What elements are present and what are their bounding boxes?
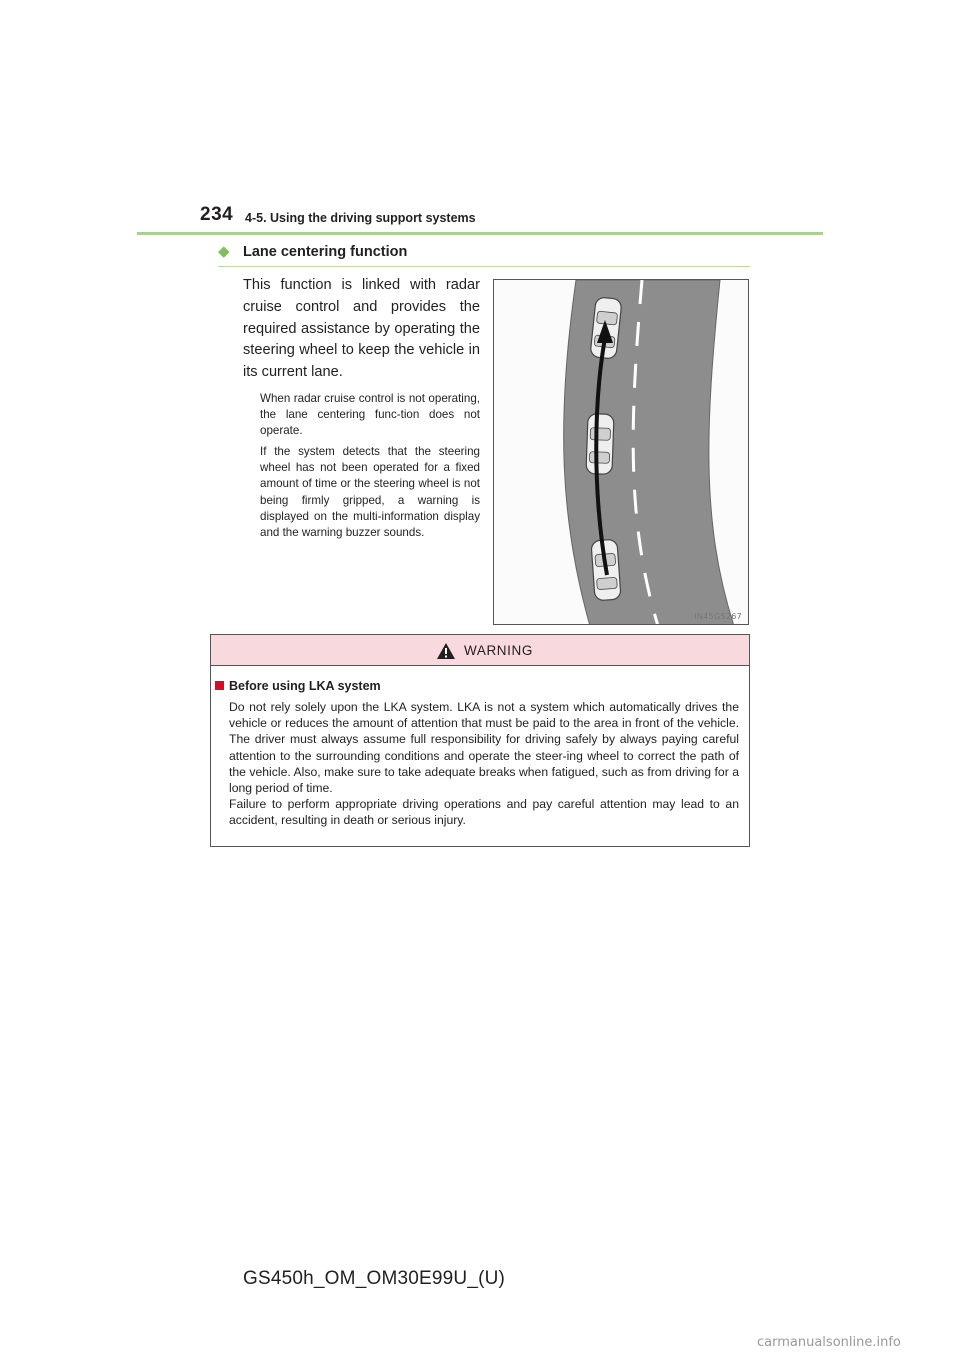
warning-body (229, 699, 739, 829)
warning-header (211, 635, 749, 666)
lane-centering-illustration (493, 279, 749, 625)
warning-triangle-icon (436, 642, 456, 665)
road-diagram (494, 280, 749, 625)
warning-paragraph: Do not rely solely upon the LKA system. LKA is not a system which automatically drives the vehicle or reduces the amount of attention that must be paid to the area in front of the vehicle. The driver must always assume full responsibility for driving safely by always paying careful attention to the surrounding conditions and operate the steer-ing wheel to correct the path of the vehicle. Also, make sure to take adequate breaks when fatigued, such as from driving for a long period of time. (229, 700, 739, 796)
footer-doc-code: GS450h_OM_OM30E99U_(U) (243, 1268, 506, 1289)
body-paragraph: This function is linked with radar cruise control and provides the required assistance by operating the steering wheel to keep the vehicle in its current lane. (243, 277, 480, 381)
warning-paragraph: Failure to perform appropriate driving operations and pay careful attention may lead to an accident, resulting in death or serious injury. (229, 797, 739, 828)
warning-subheading-text: Before using LKA system (229, 679, 381, 693)
red-square-icon (215, 681, 224, 690)
warning-subheading (215, 679, 381, 693)
note-radar-cruise: When radar cruise control is not operating, the lane centering func-tion does not operate. (260, 392, 480, 438)
subsection-rule (218, 266, 750, 267)
page-number: 234 (200, 204, 234, 225)
warning-box (210, 634, 750, 847)
note-steering-warning: If the system detects that the steering wheel has not been operated for a fixed amount of time or the steering wheel is not being firmly gripped, a warning is displayed on the multi-information display and the warning buzzer sounds. (260, 445, 480, 540)
diamond-icon: ◆ (218, 243, 230, 260)
figure-code: IN45GS267 (694, 612, 742, 621)
section-title: 4-5. Using the driving support systems (245, 211, 476, 225)
subsection-title: Lane centering function (243, 244, 408, 260)
header-rule (137, 232, 823, 235)
watermark[interactable]: carmanualsonline.info (757, 1335, 901, 1350)
warning-label: WARNING (464, 643, 533, 658)
car-middle (586, 414, 614, 475)
